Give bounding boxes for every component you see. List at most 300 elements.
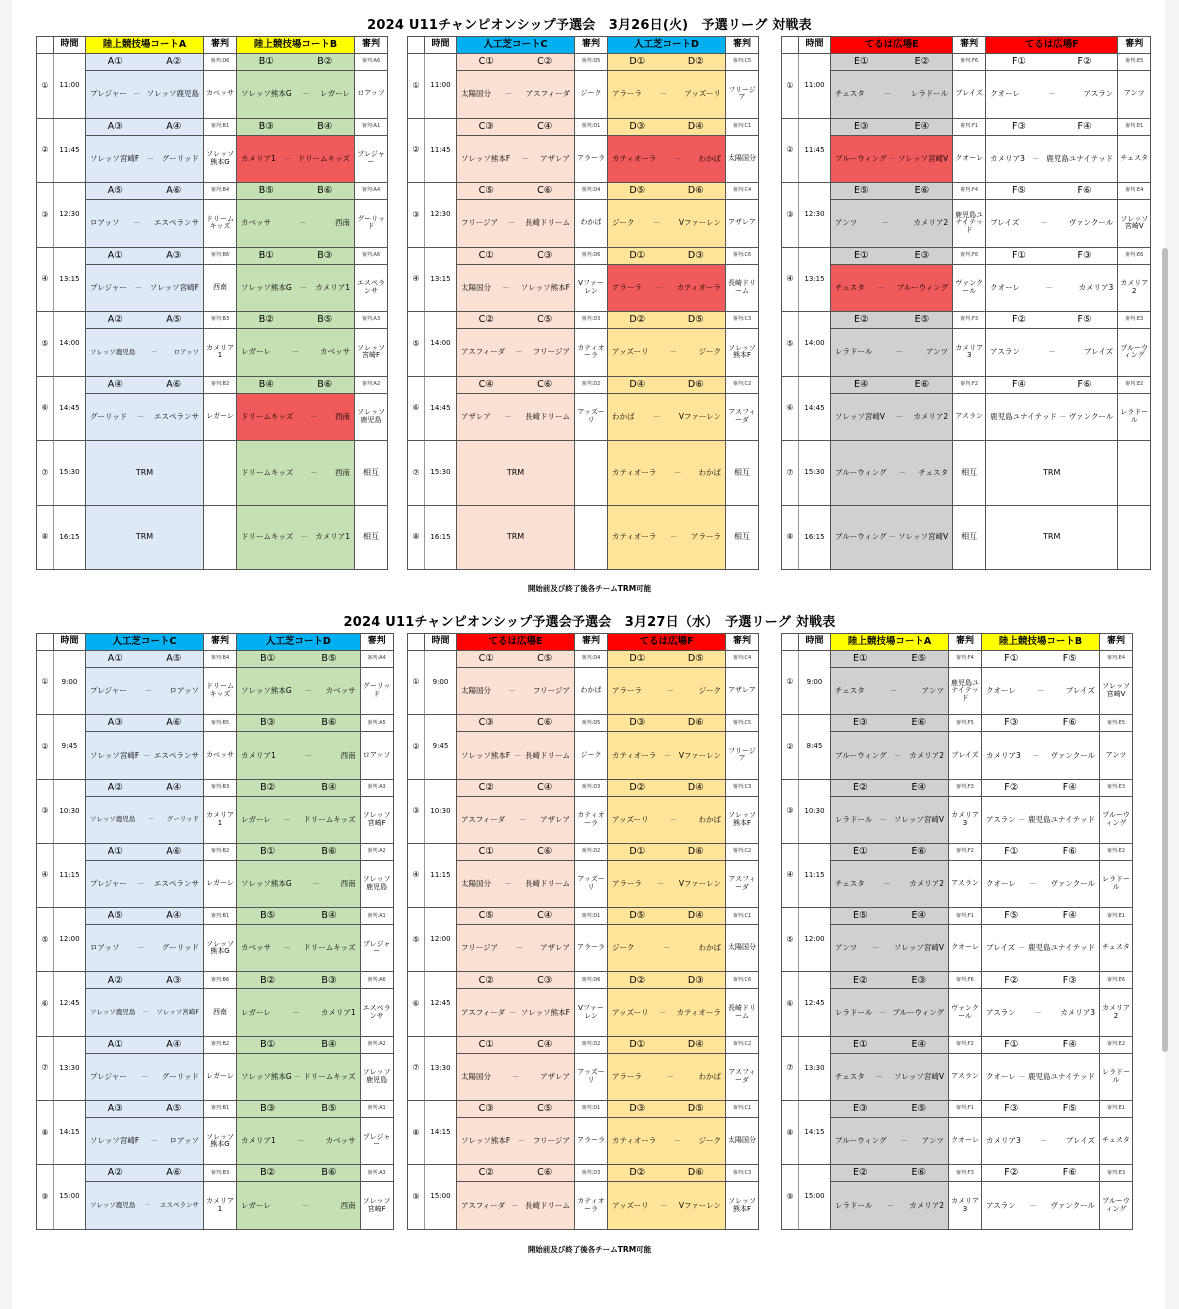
slot-row-top: [782, 651, 1133, 668]
slot-number: ⑥: [37, 376, 54, 441]
slot-row-bottom: [782, 264, 1151, 312]
match-teams: [608, 1202, 725, 1210]
slot-number: ⑤: [782, 312, 799, 377]
referee-team: カベッサ: [204, 71, 237, 119]
versus-dash: －: [1059, 411, 1067, 421]
pairing-home-code: E②: [852, 781, 868, 793]
referee-code: 審判:B4: [204, 651, 237, 668]
slot-row-bottom: [408, 668, 759, 715]
referee-code: 審判:B6: [204, 247, 237, 264]
match-teams: [982, 687, 1099, 695]
pairing-codes: [608, 908, 726, 925]
slot-row-bottom: [782, 860, 1133, 907]
versus-dash: －: [887, 1200, 895, 1210]
versus-dash: －: [144, 686, 152, 696]
versus-dash: －: [312, 879, 320, 889]
slot-row-bottom: [782, 796, 1133, 843]
pairing-home-code: A①: [107, 1038, 123, 1050]
match-cell: [457, 860, 575, 907]
team-away: カメリア1: [315, 532, 350, 542]
match-teams: [457, 1073, 574, 1081]
slot-row-top: [408, 247, 759, 264]
pairing-away-code: C③: [537, 974, 553, 986]
slot-row-bottom: [782, 329, 1151, 377]
referee-team: わかば: [575, 200, 608, 248]
referee-code: 審判:A5: [360, 715, 393, 732]
referee-team: ソレッソ宮崎F: [355, 329, 388, 377]
referee-team: ヴァンクール: [953, 264, 986, 312]
match-cell: [831, 329, 953, 377]
referee-code: 審判:E2: [1118, 376, 1151, 393]
pairing-codes: [237, 972, 361, 989]
slot-row-top: [782, 715, 1133, 732]
versus-dash: －: [521, 153, 529, 163]
referee-code: 審判:C5: [726, 715, 759, 732]
match-teams: [237, 1009, 360, 1017]
referee-team: レラドール: [1118, 393, 1151, 441]
match-teams: [86, 944, 203, 952]
pairing-codes: [608, 183, 726, 200]
referee-code: 審判:A1: [355, 118, 388, 135]
pairing-away-code: F④: [1062, 781, 1077, 793]
match-teams: [86, 413, 203, 421]
slot-number: ⑥: [782, 972, 799, 1036]
team-away: ソレッソ熊本F: [520, 1007, 570, 1017]
match-cell: [982, 668, 1100, 715]
referee-team: チェスタ: [1118, 135, 1151, 183]
slot-row-top: [782, 779, 1133, 796]
match-cell: [86, 71, 204, 119]
versus-dash: －: [299, 218, 307, 228]
team-home: プレジャー: [90, 1071, 127, 1081]
referee-header: 審判: [355, 37, 388, 54]
match-teams: [457, 155, 574, 163]
slot-row-bottom: [782, 200, 1151, 248]
pairing-away-code: F⑤: [1062, 653, 1077, 665]
slot-time: 11:00: [799, 54, 831, 119]
referee-team: 長崎ドリーム: [726, 989, 759, 1036]
pairing-away-code: B⑥: [317, 185, 333, 197]
referee-team: 相互: [953, 441, 986, 506]
pairing-home-code: B⑤: [258, 185, 274, 197]
match-teams: [237, 687, 360, 695]
team-away: フリージア: [532, 347, 570, 357]
pairing-away-code: E④: [911, 1038, 927, 1050]
referee-header: 審判: [575, 634, 608, 651]
time-header: 時間: [54, 634, 86, 651]
pairing-away-code: B④: [321, 910, 337, 922]
slot-number: ④: [782, 247, 799, 312]
versus-dash: －: [1018, 1071, 1026, 1081]
match-teams: [237, 90, 354, 98]
referee-team: アザレア: [726, 668, 759, 715]
referee-code: 審判:B1: [204, 1101, 237, 1118]
referee-team: クオーレ: [949, 925, 982, 972]
match-cell: [608, 505, 726, 570]
pairing-home-code: F③: [1004, 1103, 1019, 1115]
court-header-2: てるは広場F: [986, 37, 1118, 54]
referee-code: 審判:A3: [360, 1165, 393, 1182]
pairing-home-code: D①: [629, 1038, 646, 1050]
referee-team: ソレッソ熊本G: [204, 925, 237, 972]
match-cell: [982, 1053, 1100, 1100]
match-cell: [86, 135, 204, 183]
match-teams: [982, 1009, 1099, 1017]
header-blank: [37, 634, 54, 651]
team-away: 西南: [335, 218, 350, 228]
pairing-codes: [986, 118, 1118, 135]
match-teams: [86, 816, 203, 823]
slot-row-top: [408, 843, 759, 860]
referee-code: 審判:A4: [355, 183, 388, 200]
referee-team: アッズーリ: [575, 860, 608, 907]
match-cell: [237, 135, 355, 183]
match-cell: [237, 1118, 361, 1165]
slot-time: 12:00: [799, 908, 831, 972]
pairing-codes: [457, 908, 575, 925]
referee-team: アッズーリ: [575, 393, 608, 441]
referee-team: 相互: [953, 505, 986, 570]
team-away: カメリア3: [1060, 1007, 1095, 1017]
pairing-codes: [457, 651, 575, 668]
pairing-home-code: A⑤: [107, 910, 123, 922]
match-teams: [982, 1202, 1099, 1210]
team-away: グーリッド: [161, 153, 199, 163]
pairing-away-code: F④: [1077, 120, 1092, 132]
team-home: ソレッソ宮崎V: [835, 411, 886, 421]
referee-team: チェスタ: [1100, 1118, 1133, 1165]
match-cell: [982, 1182, 1100, 1229]
versus-dash: －: [293, 1071, 302, 1081]
versus-dash: －: [502, 282, 510, 292]
pairing-away-code: A⑥: [166, 378, 182, 390]
referee-team: レガーレ: [204, 1053, 237, 1100]
versus-dash: －: [282, 153, 291, 163]
referee-code: 審判:D2: [575, 376, 608, 393]
referee-code: 審判:A3: [355, 312, 388, 329]
team-home: ソレッソ熊本G: [241, 282, 292, 292]
slot-number: ⑦: [782, 1036, 799, 1100]
team-home: アッズーリ: [612, 814, 649, 824]
versus-dash: －: [310, 411, 318, 421]
slot-number: ③: [782, 183, 799, 248]
match-cell: [86, 860, 204, 907]
slot-row-top: [782, 312, 1151, 329]
court-header-1: 人工芝コートC: [86, 634, 204, 651]
referee-team: ドリームキッズ: [204, 200, 237, 248]
slot-row-top: [37, 908, 394, 925]
referee-team: ヴァンクール: [949, 989, 982, 1036]
match-cell: [237, 71, 355, 119]
referee-team: ソレッソ熊本F: [726, 329, 759, 377]
referee-team: カメリア1: [204, 1182, 237, 1229]
pairing-home-code: F①: [1011, 56, 1026, 68]
referee-team: ロアッソ: [360, 732, 393, 779]
match-cell: [237, 264, 355, 312]
versus-dash: －: [888, 153, 897, 163]
match-teams: [86, 752, 203, 760]
referee-team: 鹿児島ユナイテッド: [949, 668, 982, 715]
referee-team: アラーラ: [575, 135, 608, 183]
versus-dash: －: [659, 89, 667, 99]
team-away: ブレイズ: [1065, 686, 1095, 696]
match-teams: [457, 1137, 574, 1145]
slot-time: 14:15: [54, 1101, 86, 1165]
slot-number: ⑧: [782, 1101, 799, 1165]
pairing-home-code: C①: [478, 249, 494, 261]
slot-number: ②: [782, 715, 799, 779]
versus-dash: －: [504, 411, 512, 421]
slot-row-bottom: [408, 925, 759, 972]
match-cell: [237, 329, 355, 377]
slot-time: 12:30: [799, 183, 831, 248]
team-home: ロアッソ: [90, 218, 120, 228]
slot-row-top: [782, 843, 1133, 860]
referee-team: クオーレ: [949, 1118, 982, 1165]
pairing-codes: [457, 1101, 575, 1118]
referee-code: 審判:F6: [953, 54, 986, 71]
slot-row-top: [408, 183, 759, 200]
team-away: 西南: [334, 467, 350, 477]
referee-team: カメリア3: [949, 796, 982, 843]
pairing-home-code: E③: [852, 717, 868, 729]
pairing-codes: [86, 247, 204, 264]
scrollbar[interactable]: [1162, 248, 1168, 1052]
versus-dash: －: [875, 1071, 884, 1081]
slot-number: ②: [408, 118, 425, 183]
team-home: カベッサ: [241, 218, 271, 228]
referee-team: アンツ: [1100, 732, 1133, 779]
team-away: ソレッソ宮崎V: [893, 1071, 944, 1081]
slot-row-bottom: [782, 925, 1133, 972]
referee-code: 審判:D1: [575, 118, 608, 135]
team-away: ソレッソ鹿児島: [146, 89, 199, 99]
referee-empty: [1118, 441, 1151, 506]
pairing-codes: [457, 715, 575, 732]
pairing-home-code: E②: [854, 314, 869, 326]
pairing-home-code: E④: [854, 378, 869, 390]
team-home: ソレッソ熊本F: [461, 1136, 511, 1146]
pairing-away-code: C⑥: [537, 185, 553, 197]
slot-number: ⑤: [408, 908, 425, 972]
match-teams: [608, 90, 725, 98]
team-away: ロアッソ: [169, 1136, 199, 1146]
pairing-away-code: F⑥: [1077, 185, 1092, 197]
slot-row-top: [408, 1036, 759, 1053]
referee-code: 審判:E3: [1100, 779, 1133, 796]
versus-dash: －: [136, 411, 145, 421]
referee-team: 相互: [726, 505, 759, 570]
match-cell: [86, 989, 204, 1036]
referee-header: 審判: [1118, 37, 1151, 54]
pairing-home-code: A②: [107, 314, 123, 326]
match-teams: [831, 219, 952, 227]
team-away: アスラン: [1083, 89, 1114, 99]
slot-time: 9:00: [54, 651, 86, 715]
match-cell: [86, 1182, 204, 1229]
pairing-home-code: A③: [107, 1103, 123, 1115]
pairing-codes: [831, 183, 953, 200]
team-away: ソレッソ宮崎V: [893, 943, 944, 953]
slot-row-top: [37, 183, 388, 200]
pairing-home-code: D②: [629, 314, 646, 326]
pairing-codes: [608, 376, 726, 393]
pairing-home-code: D②: [629, 1167, 646, 1179]
match-teams: [86, 687, 203, 695]
pairing-away-code: F③: [1062, 974, 1077, 986]
pairing-codes: [237, 1101, 361, 1118]
team-away: ブルーウィング: [892, 1007, 944, 1017]
court-header-1: 陸上競技場コートA: [831, 634, 949, 651]
referee-team: レガーレ: [204, 393, 237, 441]
slot-time: 15:30: [425, 441, 457, 506]
referee-team: ソレッソ宮崎F: [360, 796, 393, 843]
versus-dash: －: [518, 814, 527, 824]
team-home: クオーレ: [986, 879, 1016, 889]
slot-row-bottom: [782, 1053, 1133, 1100]
match-cell: [237, 1182, 361, 1229]
versus-dash: －: [871, 943, 880, 953]
referee-team: レラドール: [1100, 860, 1133, 907]
pairing-codes: [608, 651, 726, 668]
slot-row-bottom: [408, 1118, 759, 1165]
pairing-away-code: E⑤: [914, 314, 930, 326]
referee-team: 太陽国分: [726, 1118, 759, 1165]
versus-dash: －: [136, 879, 145, 889]
team-home: カメリア1: [241, 153, 276, 163]
match-cell: [457, 732, 575, 779]
slot-row-bottom: [37, 860, 394, 907]
referee-team: カメリア3: [953, 329, 986, 377]
team-home: ソレッソ熊本G: [241, 1071, 292, 1081]
versus-dash: －: [888, 532, 897, 542]
referee-header: 審判: [949, 634, 982, 651]
pairing-home-code: C⑤: [478, 910, 494, 922]
slot-row-bottom: [37, 668, 394, 715]
pairing-home-code: E③: [854, 120, 869, 132]
slot-row-top: [37, 247, 388, 264]
match-teams: [608, 687, 725, 695]
trm-cell: TRM: [86, 505, 204, 570]
pairing-home-code: C①: [478, 1038, 494, 1050]
match-teams: [457, 816, 574, 824]
team-home: ソレッソ熊本G: [241, 686, 292, 696]
pairing-codes: [237, 54, 355, 71]
match-cell: [608, 989, 726, 1036]
pairing-home-code: E⑤: [854, 185, 869, 197]
team-home: ドリームキッズ: [241, 532, 294, 542]
referee-team: フリージア: [726, 71, 759, 119]
match-cell: [237, 925, 361, 972]
match-teams: [608, 533, 725, 541]
pairing-home-code: A②: [107, 1167, 123, 1179]
match-cell: [831, 505, 953, 570]
pairing-home-code: D③: [629, 717, 646, 729]
pairing-codes: [608, 1165, 726, 1182]
slot-time: 9:00: [425, 651, 457, 715]
pairing-home-code: D③: [629, 1103, 646, 1115]
match-cell: [86, 200, 204, 248]
referee-team: レラドール: [1100, 1053, 1133, 1100]
pairing-away-code: B②: [317, 56, 333, 68]
slot-time: 14:45: [799, 376, 831, 441]
pairing-codes: [86, 118, 204, 135]
pairing-codes: [831, 651, 949, 668]
team-home: クオーレ: [986, 686, 1016, 696]
team-home: 太陽国分: [461, 1071, 491, 1081]
time-header: 時間: [54, 37, 86, 54]
pairing-away-code: C③: [537, 249, 553, 261]
slot-row-bottom: [408, 732, 759, 779]
team-home: カティオーラ: [612, 1136, 657, 1146]
team-away: 長崎ドリーム: [524, 1200, 570, 1210]
versus-dash: －: [504, 89, 513, 99]
referee-team: 相互: [355, 505, 388, 570]
time-header: 時間: [425, 37, 457, 54]
team-away: ジーク: [698, 347, 721, 357]
slot-time: 12:45: [425, 972, 457, 1036]
slot-row-top: [37, 376, 388, 393]
referee-empty: [1118, 505, 1151, 570]
pairing-home-code: C③: [478, 1103, 494, 1115]
team-home: ブルーウィング: [835, 1136, 887, 1146]
pairing-codes: [457, 843, 575, 860]
versus-dash: －: [142, 750, 151, 760]
pairing-away-code: C⑥: [537, 845, 553, 857]
pairing-codes: [982, 779, 1100, 796]
match-cell: [986, 329, 1118, 377]
referee-team: カメリア2: [1118, 264, 1151, 312]
slot-number: ⑥: [408, 376, 425, 441]
pairing-away-code: B⑥: [321, 845, 337, 857]
team-away: ロアッソ: [169, 686, 199, 696]
versus-dash: －: [1017, 943, 1026, 953]
pairing-codes: [457, 972, 575, 989]
pairing-away-code: D④: [687, 1038, 704, 1050]
referee-team: エスペランサ: [355, 264, 388, 312]
team-home: カメリア3: [986, 750, 1021, 760]
pairing-away-code: F③: [1077, 249, 1092, 261]
match-teams: [831, 155, 952, 163]
match-cell: [831, 1118, 949, 1165]
match-cell: [457, 1053, 575, 1100]
pairing-away-code: A③: [166, 974, 182, 986]
team-home: プレジャー: [90, 89, 127, 99]
pairing-home-code: C②: [478, 781, 494, 793]
team-home: 鹿児島ユナイテッド: [990, 411, 1058, 421]
versus-dash: －: [304, 750, 312, 760]
versus-dash: －: [1018, 814, 1026, 824]
referee-code: 審判:F1: [949, 908, 982, 925]
referee-code: 審判:B6: [204, 972, 237, 989]
slot-time: 14:45: [54, 376, 86, 441]
slot-row-top: [37, 118, 388, 135]
pairing-away-code: D③: [687, 249, 704, 261]
referee-code: 審判:C1: [726, 908, 759, 925]
pairing-home-code: C②: [478, 974, 494, 986]
pairing-home-code: F①: [1004, 653, 1019, 665]
team-away: ソレッソ宮崎V: [898, 532, 949, 542]
team-home: ソレッソ鹿児島: [90, 1201, 136, 1210]
match-teams: [831, 1009, 948, 1017]
referee-empty: [204, 505, 237, 570]
slot-number: ⑤: [37, 908, 54, 972]
team-home: ドリームキッズ: [241, 467, 294, 477]
team-away: Vファーレン: [678, 1200, 721, 1210]
match-teams: [237, 1202, 360, 1210]
pairing-away-code: D⑤: [687, 314, 704, 326]
header-blank: [37, 37, 54, 54]
